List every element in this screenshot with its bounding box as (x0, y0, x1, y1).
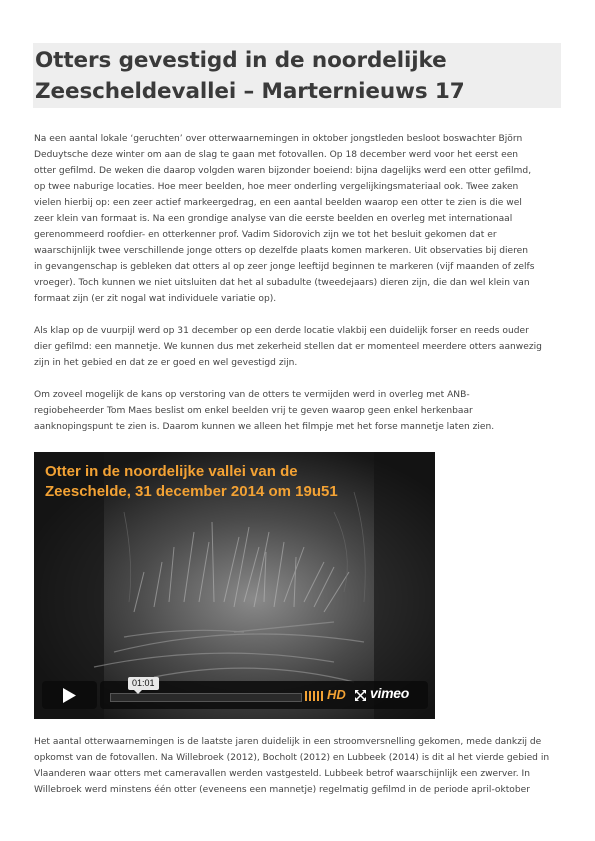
video-player[interactable] (34, 452, 435, 719)
video-title[interactable] (45, 462, 338, 502)
video-title-line-1: Otter in de noordelijke vallei van de (45, 463, 298, 480)
volume-icon[interactable] (305, 689, 323, 701)
hd-toggle[interactable]: HD (327, 687, 346, 702)
progress-track[interactable] (110, 693, 302, 702)
paragraph-2: Als klap op de vuurpijl werd op 31 december op een derde locatie vlakbij een duidelijk forser en reeds ouder dier gefilmd: een mannetje. We kunnen dus met zekerheid stellen dat er momenteel meerdere otters aanwezig zijn in het gebied en dat ze er goed en wel gevestigd zijn. (34, 326, 542, 368)
time-indicator: 01:01 (128, 677, 159, 690)
play-icon (62, 688, 76, 703)
fullscreen-icon[interactable] (355, 690, 366, 701)
video-title-line-2: Zeeschelde, 31 december 2014 om 19u51 (45, 483, 338, 500)
page-title: Otters gevestigd in de noordelijke Zeescheldevallei – Marternieuws 17 (35, 48, 465, 104)
video-controls (42, 680, 428, 710)
paragraph-4: Het aantal otterwaarnemingen is de laatste jaren duidelijk in een stroomversnelling gekomen, mede dankzij de opkomst van de fotovallen. Na Willebroek (2012), Bocholt (2012) en Lubbeek (2014) is dit al het vierde gebied in Vlaanderen waar otters met cameravallen werden vastgesteld. Lubbeek betrof waarschijnlijk een zwerver. In Willebroek werd minstens één otter (eveneens een mannetje) regelmatig gefilmd in de periode april-oktober (34, 737, 550, 795)
paragraph-1: Na een aantal lokale ‘geruchten’ over otterwaarnemingen in oktober jongstleden besloot boswachter Björn Deduytsche deze winter om aan de slag te gaan met fotovallen. Op 18 december werd voor het eerst een otter gefilmd. De weken die daarop volgden waren bijzonder boeiend: bijna dagelijks werd een otter gefilmd, op twee naburige locaties. Hoe meer beelden, hoe meer onderling vergelijkingsmateriaal ook. Twee zaken vielen hierbij op: een zeer actief markeergedrag, en een aantal beelden waarop een otter te zien is die wel zeer klein van formaat is. Na een grondige analyse van die eerste beelden en overleg met internationaal gerenommeerd roofdier- en otterkenner prof. Vadim Sidorovich zijn we tot het besluit gekomen dat er waarschijnlijk twee verschillende jonge otters op dezelfde plaats komen markeren. Uit observaties bij dieren in gevangenschap is gebleken dat otters al op zeer jonge leeftijd beginnen te markeren (vijf maanden of zelfs vroeger). Toch kunnen we niet uitsluiten dat het al subadulte (tweedejaars) dieren zijn, die dan wel klein van formaat zijn (er zit nogal wat individuele variatie op). (34, 134, 535, 304)
vimeo-logo[interactable]: vimeo (370, 685, 409, 701)
play-button[interactable] (42, 681, 97, 709)
title-block (33, 43, 561, 108)
paragraph-3: Om zoveel mogelijk de kans op verstoring van de otters te vermijden werd in overleg met ANB- regiobeheerder Tom Maes beslist om enkel beelden vrij te geven waarop geen enkel herkenbaar aanknopingspunt te zien is. Daarom kunnen we alleen het filmpje met het forse mannetje laten zien. (34, 390, 495, 432)
